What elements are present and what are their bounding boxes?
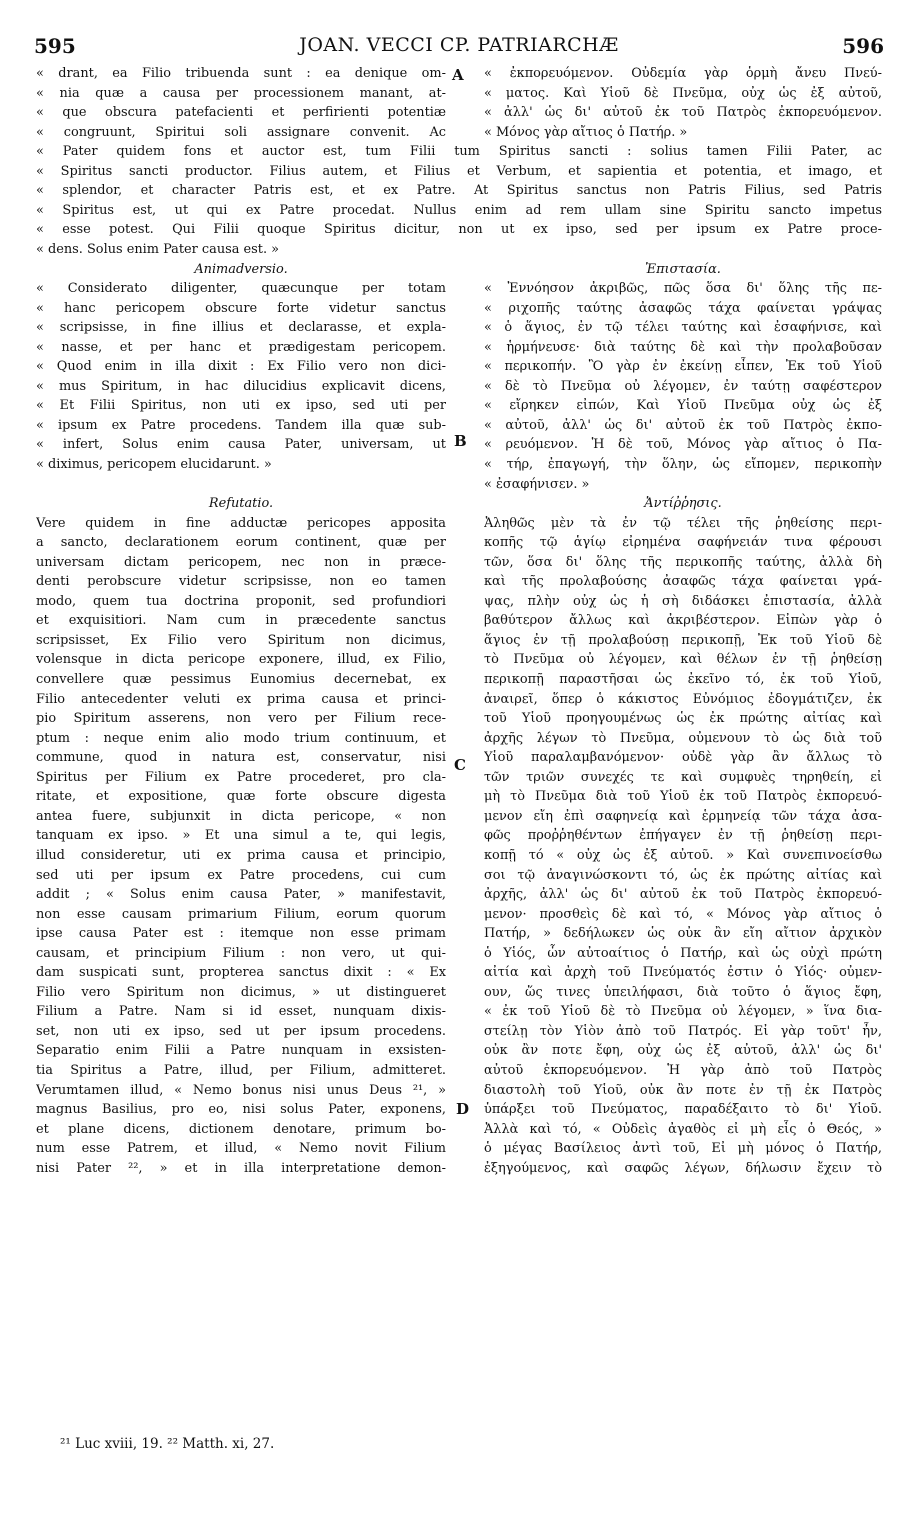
text-line: « dens. Solus enim Pater causa est. » — [36, 242, 280, 257]
section-heading: Animadversio. — [194, 261, 288, 277]
text-line: magnus Basilius, pro eo, nisi solus Pater, exponens, — [36, 1102, 446, 1118]
text-line: Filio vero Spiritum non dicimus, » ut distingueret — [36, 984, 446, 1000]
text-line: τῶν τριῶν συνεχές τε καὶ συμφυὲς τηρηθείη, εἰ — [484, 769, 882, 785]
text-line: « que obscura patefacienti et perfirienti potentiæ — [36, 105, 446, 121]
text-line: « diximus, pericopem elucidarunt. » — [36, 457, 272, 473]
text-line: στείλῃ τὸν Υἱὸν ἀπὸ τοῦ Πατρός. Εἰ γὰρ τοῦτ' ἦν, — [484, 1023, 882, 1039]
page-number-left: 595 — [34, 34, 76, 58]
text-line: « περικοπήν. Ὃ γὰρ ἐν ἐκείνῃ εἶπεν, Ἐκ τοῦ Υἱοῦ — [484, 359, 882, 375]
text-line: antea fuere, subjunxit in dicta pericope, « non — [36, 808, 446, 824]
text-line: « ἀλλ' ὡς δι' αὐτοῦ ἐκ τοῦ Πατρὸς ἐκπορευόμενον. — [484, 105, 882, 121]
text-line: « ριχοπῆς ταύτης ἀσαφῶς τάχα φαίνεται γράψας — [484, 300, 882, 316]
text-line: num esse Patrem, et illud, « Nemo novit Filium — [36, 1141, 446, 1157]
text-line: commune, quod in natura est, conservatur, nisi — [36, 750, 446, 766]
text-line: dam suspicati sunt, propterea sanctus dixit : « Ex — [36, 965, 446, 981]
text-line: addit ; « Solus enim causa Pater, » manifestavit, — [36, 887, 446, 903]
text-line: « nia quæ a causa per processionem manant, at- — [36, 85, 446, 101]
text-line: ουν, ὥς τινες ὑπειλήφασι, διὰ τοῦτο ὁ ἅγιος ἔφη, — [484, 984, 882, 1000]
text-line: βαθύτερον ἄλλως καὶ ἀκριβέστερον. Εἰπὼν γὰρ ὁ — [484, 613, 882, 629]
text-line: ἐξηγούμενος, καὶ σαφῶς λέγων, δήλωσιν ἔχειν τὸ — [484, 1160, 882, 1176]
text-line: « δὲ τὸ Πνεῦμα οὐ λέγομεν, ἐν ταύτῃ σαφέστερον — [484, 378, 882, 394]
text-line: Spiritus per Filium ex Patre procederet, pro cla- — [36, 769, 446, 785]
full-width-block — [36, 142, 882, 240]
text-line: non esse causam primarium Filium, eorum quorum — [36, 906, 446, 922]
text-line: « Ἐννόησον ἀκριβῶς, πῶς ὅσα δι' ὅλης τῆς πε- — [484, 281, 882, 297]
text-line: « scripsisse, in fine illius et declarasse, et expla- — [36, 320, 446, 336]
text-line: ipse causa Pater est : itemque non esse primam — [36, 926, 446, 942]
text-line: et exquisitiori. Nam cum in præcedente sanctus — [36, 613, 446, 629]
text-line: set, non uti ex ipso, sed ut per ipsum procedens. — [36, 1023, 446, 1039]
text-line: « Considerato diligenter, quæcunque per totam — [36, 281, 446, 297]
text-line: τοῦ Υἱοῦ προηγουμένως ὡς ἐκ πρώτης αἰτίας καὶ — [484, 711, 882, 727]
text-line: denti perobscure videtur scripsisse, non eo tamen — [36, 574, 446, 590]
text-line: convellere quæ pessimus Eunomius decernebat, ex — [36, 672, 446, 688]
text-line: nisi Pater ²², » et in illa interpretatione demon- — [36, 1160, 446, 1176]
text-line: ὁ Υἱός, ὧν αὐτοαίτιος ὁ Πατήρ, καὶ ὡς οὐχὶ πρώτη — [484, 945, 882, 961]
top-left-column — [36, 64, 446, 142]
margin-letter-d: D — [456, 1100, 470, 1118]
text-line: Filio antecedenter veluti ex prima causa et princi- — [36, 691, 446, 707]
text-line: « Μόνος γὰρ αἴτιος ὁ Πατήρ. » — [484, 124, 688, 140]
text-line: ἀρχῆς, ἀλλ' ὡς δι' αὐτοῦ ἐκ τοῦ Πατρὸς ἐκπορευό- — [484, 887, 882, 903]
top-right-column — [484, 64, 882, 142]
text-line: Ἀληθῶς μὲν τὰ ἐν τῷ τέλει τῆς ῥηθείσης περι- — [484, 515, 882, 531]
text-line: « splendor, et character Patris est, et ex Patre. At Spiritus sanctus non Patris Filius, sed Patris — [36, 183, 882, 199]
text-line: ψας, πλὴν οὐχ ὡς ἡ σὴ διδάσκει ἐπιστασία, ἀλλὰ — [484, 593, 882, 609]
text-line: a sancto, declarationem eorum continent, quæ per — [36, 535, 446, 551]
text-line: « Spiritus sancti productor. Filius autem, et Filius et Verbum, et sapientia et potentia, et imago, et — [36, 163, 882, 179]
text-line: μενον· προσθεὶς δὲ καὶ τό, « Μόνος γὰρ αἴτιος ὁ — [484, 906, 882, 922]
text-line: « Quod enim in illa dixit : Ex Filio vero non dici- — [36, 359, 446, 375]
text-line: οὐκ ἂν ποτε ἔφη, οὐχ ὡς ἐξ αὐτοῦ, ἀλλ' ὡς δι' — [484, 1043, 882, 1059]
text-line: ὁ μέγας Βασίλειος ἀντὶ τοῦ, Εἰ μὴ μόνος ὁ Πατήρ, — [484, 1141, 882, 1157]
text-line: scripsisset, Ex Filio vero Spiritum non dicimus, — [36, 632, 446, 648]
text-line: tanquam ex ipso. » Et una simul a te, qui legis, — [36, 828, 446, 844]
text-line: « ἡρμήνευσε· διὰ ταύτης δὲ καὶ τὴν προλαβοῦσαν — [484, 339, 882, 355]
text-line: Πατήρ, » δεδήλωκεν ὡς οὐκ ἂν εἴη αἴτιον ἀρχικὸν — [484, 926, 882, 942]
text-line: modo, quem tua doctrina proponit, sed profundiori — [36, 593, 446, 609]
margin-letter-c: C — [454, 756, 466, 774]
text-line: « mus Spiritum, in hac dilucidius explicavit dicens, — [36, 378, 446, 394]
text-line: causam, et principium Filium : non vero, ut qui- — [36, 945, 446, 961]
text-line: ἀρχῆς λέγων τὸ Πνεῦμα, οὐμενουν τὸ ὡς διὰ τοῦ — [484, 730, 882, 746]
text-line: « εἴρηκεν εἰπών, Καὶ Υἱοῦ Πνεῦμα οὐχ ὡς ἐξ — [484, 398, 882, 414]
text-line: « drant, ea Filio tribuenda sunt : ea denique om- — [36, 66, 446, 81]
text-line: Separatio enim Filii a Patre nunquam in exsisten- — [36, 1043, 446, 1059]
text-line: universam dictam pericopem, nec non in præce- — [36, 554, 446, 570]
right-column — [484, 240, 882, 1178]
text-line: « ἐσαφήνισεν. » — [484, 476, 590, 492]
text-line: « ματος. Καὶ Υἱοῦ δὲ Πνεῦμα, οὐχ ὡς ἐξ αὐτοῦ, — [484, 85, 882, 101]
text-line: ὑπάρξει τοῦ Πνεύματος, παραδέξαιτο τὸ δι' Υἱοῦ. — [484, 1102, 882, 1118]
text-line: « esse potest. Qui Filii quoque Spiritus dicitur, non ut ex ipso, sed per ipsum ex Patre proce- — [36, 222, 882, 238]
text-line: μὴ τὸ Πνεῦμα διὰ τοῦ Υἱοῦ ἐκ τοῦ Πατρὸς ἐκπορευό- — [484, 789, 882, 805]
spacer — [484, 240, 882, 260]
text-line: περικοπῇ παραστῆσαι ὡς ἐκεῖνο τό, ἐκ τοῦ Υἱοῦ, — [484, 672, 882, 688]
section-heading: Ἐπιστασία. — [645, 261, 721, 277]
text-line: volensque in dicta pericope exponere, illud, ex Filio, — [36, 652, 446, 668]
text-line: « Et Filii Spiritus, non uti ex ipso, sed uti per — [36, 398, 446, 414]
spacer — [36, 475, 446, 495]
text-line: αὐτοῦ ἐκπορευόμενον. Ἡ γὰρ ἀπὸ τοῦ Πατρὸς — [484, 1062, 882, 1078]
running-head: JOAN. VECCI CP. PATRIARCHÆ — [299, 34, 619, 56]
text-line: « hanc pericopem obscure forte videtur sanctus — [36, 300, 446, 316]
text-line: illud consideretur, uti ex prima causa et principio, — [36, 847, 446, 863]
text-line: καὶ τῆς προλαβούσης ἀσαφῶς τάχα φαίνεται γρά- — [484, 574, 882, 590]
text-line: κοπῇ τό « οὐχ ὡς ἐξ αὐτοῦ. » Καὶ συνεπινοείσθω — [484, 847, 882, 863]
text-line: Ἀλλὰ καὶ τό, « Οὐδεὶς ἀγαθὸς εἰ μὴ εἷς ὁ Θεός, » — [484, 1121, 882, 1137]
page-number-right: 596 — [842, 34, 884, 58]
text-line: « ὁ ἅγιος, ἐν τῷ τέλει ταύτης καὶ ἐσαφήνισε, καὶ — [484, 320, 882, 336]
text-line: ritate, et expositione, quæ forte obscure digesta — [36, 789, 446, 805]
text-line: αἰτία καὶ ἀρχὴ τοῦ Πνεύματός ἐστιν ὁ Υἱός· οὐμεν- — [484, 965, 882, 981]
text-line: « ipsum ex Patre procedens. Tandem illa quæ sub- — [36, 417, 446, 433]
text-line: « infert, Solus enim causa Pater, universam, ut — [36, 437, 446, 453]
text-line: Verumtamen illud, « Nemo bonus nisi unus Deus ²¹, » — [36, 1082, 446, 1098]
text-line: « Pater quidem fons et auctor est, tum Filii tum Spiritus sancti : solius tamen Filii Pater, ac — [36, 144, 882, 159]
text-line: « τήρ, ἐπαγωγή, τὴν ὅλην, ὡς εἴπομεν, περικοπὴν — [484, 457, 882, 473]
text-line: sed uti per ipsum ex Patre procedens, cui cum — [36, 867, 446, 883]
text-line: « αὐτοῦ, ἀλλ' ὡς δι' αὐτοῦ ἐκ τοῦ Πατρὸς ἐκπο- — [484, 417, 882, 433]
page-header — [34, 34, 884, 58]
text-line: Vere quidem in fine adductæ pericopes apposita — [36, 515, 446, 531]
text-line: κοπῆς τῷ ἁγίῳ εἰρημένα σαφήνειάν τινα φέρουσι — [484, 535, 882, 551]
text-line: « ἐκ τοῦ Υἱοῦ δὲ τὸ Πνεῦμα οὐ λέγομεν, » ἵνα δια- — [484, 1004, 882, 1020]
text-line: « ρευόμενον. Ἡ δὲ τοῦ, Μόνος γὰρ αἴτιος ὁ Πα- — [484, 437, 882, 453]
text-line: tia Spiritus a Patre, illud, per Filium, admitteret. — [36, 1062, 446, 1078]
text-line: ptum : neque enim alio modo trium continuum, et — [36, 730, 446, 746]
text-line: Filium a Patre. Nam si id esset, nunquam dixis- — [36, 1004, 446, 1020]
section-heading: Refutatio. — [208, 496, 274, 512]
text-line: pio Spiritum asserens, non vero per Filium rece- — [36, 711, 446, 727]
text-line: τὸ Πνεῦμα οὐ λέγομεν, καὶ θέλων ἐν τῇ ῥηθείσῃ — [484, 652, 882, 668]
text-line: ἀναιρεῖ, ὅπερ ὁ κάκιστος Εὐνόμιος ἐδογμάτιζεν, ἐκ — [484, 691, 882, 707]
left-column — [36, 240, 446, 1178]
text-line: τῶν, ὅσα δι' ὅλης τῆς περικοπῆς ταύτης, ἀλλὰ δὴ — [484, 554, 882, 570]
text-line: ἅγιος ἐν τῇ προλαβούσῃ περικοπῇ, Ἐκ τοῦ Υἱοῦ δὲ — [484, 632, 882, 648]
text-line: μενον εἴη ἐπὶ σαφηνείᾳ καὶ ἑρμηνείᾳ τῶν τάχα ἀσα- — [484, 808, 882, 824]
text-line: διαστολὴ τοῦ Υἱοῦ, οὐκ ἂν ποτε ἐν τῇ ἐκ Πατρὸς — [484, 1082, 882, 1098]
text-line: « ἐκπορευόμενον. Οὐδεμία γὰρ ὁρμὴ ἄνευ Πνεύ- — [484, 66, 882, 81]
section-heading: Ἀντίῤῥησις. — [644, 496, 722, 512]
text-line: σοι τῷ ἀναγινώσκοντι τό, ὡς ἐκ πρώτης αἰτίας καὶ — [484, 867, 882, 883]
text-line: φῶς προῤῥηθέντων ἐπήγαγεν ἐν τῇ ῥηθείσῃ περι- — [484, 828, 882, 844]
footnote: ²¹ Luc xviii, 19. ²² Matth. xi, 27. — [60, 1436, 275, 1452]
text-line: et plane dicens, dictionem denotare, primum bo- — [36, 1121, 446, 1137]
text-line: Υἱοῦ παραλαμβανόμενον· οὐδὲ γὰρ ἂν ἄλλως τὸ — [484, 750, 882, 766]
text-line: « congruunt, Spiritui soli assignare convenit. Ac — [36, 124, 446, 140]
margin-letter-a: A — [452, 66, 464, 84]
text-line: « Spiritus est, ut qui ex Patre procedat. Nullus enim ad rem ullam sine Spiritu sancto impetus — [36, 202, 882, 218]
text-line: « nasse, et per hanc et prædigestam pericopem. — [36, 339, 446, 355]
margin-letter-b: B — [454, 432, 467, 450]
